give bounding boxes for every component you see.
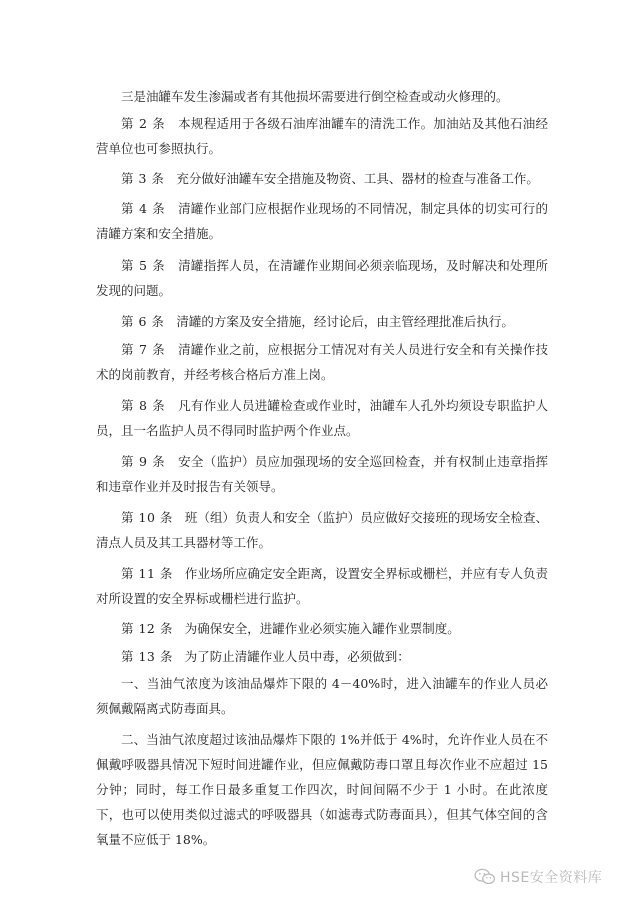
article-3 xyxy=(96,166,548,191)
article-label: 第 3 条 xyxy=(121,171,165,186)
article-label: 第 8 条 xyxy=(121,398,166,413)
article-2 xyxy=(96,111,548,161)
article-7 xyxy=(96,337,548,387)
article-text: 清罐的方案及安全措施，经讨论后，由主管经理批准后执行。 xyxy=(176,314,514,329)
article-label: 第 11 条 xyxy=(121,566,173,581)
article-label: 第 12 条 xyxy=(121,621,173,636)
article-10 xyxy=(96,505,548,555)
clause-item-2: 二、当油气浓度超过该油品爆炸下限的 1%并低于 4%时，允许作业人员在不佩戴呼吸器具情况下短时间进罐作业，但应佩戴防毒口罩且每次作业不应超过 15 分钟；同时，每工作日最多重复工作四次，时间间隔不少于 1 小时。在此浓度下，也可以使用类似过滤式的呼吸器具（如滤毒式防毒面具），但其气体空间的含氧量不应低于 18%。 xyxy=(96,732,548,847)
article-text: 清罐指挥人员，在清罐作业期间必须亲临现场，及时解决和处理所发现的问题。 xyxy=(96,258,548,298)
article-label: 第 9 条 xyxy=(121,454,166,469)
article-5 xyxy=(96,253,548,303)
article-text: 清罐作业之前，应根据分工情况对有关人员进行安全和有关操作技术的岗前教育，并经考核合格后方准上岗。 xyxy=(96,342,548,382)
watermark-text: HSE安全资料库 xyxy=(500,870,603,886)
article-12 xyxy=(96,616,548,641)
article-text: 充分做好油罐车安全措施及物资、工具、器材的检查与准备工作。 xyxy=(176,171,539,186)
article-text: 清罐作业部门应根据作业现场的不同情况，制定具体的切实可行的清罐方案和安全措施。 xyxy=(96,201,548,241)
article-13 xyxy=(96,644,548,669)
article-text: 作业场所应确定安全距离，设置安全界标或栅栏，并应有专人负责对所设置的安全界标或栅栏进行监护。 xyxy=(96,566,548,606)
article-8 xyxy=(96,393,548,443)
article-label: 第 5 条 xyxy=(121,258,166,273)
article-label: 第 7 条 xyxy=(121,342,166,357)
article-text: 安全（监护）员应加强现场的安全巡回检查，并有权制止违章指挥和违章作业并及时报告有关领导。 xyxy=(96,454,548,494)
article-text: 凡有作业人员进罐检查或作业时，油罐车人孔外均须设专职监护人员，且一名监护人员不得同时监护两个作业点。 xyxy=(96,398,548,438)
article-11 xyxy=(96,561,548,611)
article-text: 为确保安全，进罐作业必须实施入罐作业票制度。 xyxy=(184,621,460,636)
article-label: 第 13 条 xyxy=(121,649,173,664)
article-label: 第 4 条 xyxy=(121,201,166,216)
article-4 xyxy=(96,196,548,246)
article-text: 为了防止清罐作业人员中毒，必须做到： xyxy=(184,649,410,664)
article-9 xyxy=(96,449,548,499)
article-label: 第 10 条 xyxy=(121,510,173,525)
article-text: 班（组）负责人和安全（监护）员应做好交接班的现场安全检查、清点人员及其工具器材等工作。 xyxy=(96,510,548,550)
article-label: 第 2 条 xyxy=(121,116,166,131)
article-label: 第 6 条 xyxy=(121,314,165,329)
clause-item-1: 一、当油气浓度为该油品爆炸下限的 4－40%时，进入油罐车的作业人员必须佩戴隔离式防毒面具。 xyxy=(96,676,548,716)
article-6 xyxy=(96,309,548,334)
watermark xyxy=(474,866,602,888)
article-text: 本规程适用于各级石油库油罐车的清洗工作。加油站及其他石油经营单位也可参照执行。 xyxy=(96,116,548,156)
paragraph-intro-item-3: 三是油罐车发生渗漏或者有其他损坏需要进行倒空检查或动火修理的。 xyxy=(121,89,509,104)
wechat-icon xyxy=(474,868,496,886)
